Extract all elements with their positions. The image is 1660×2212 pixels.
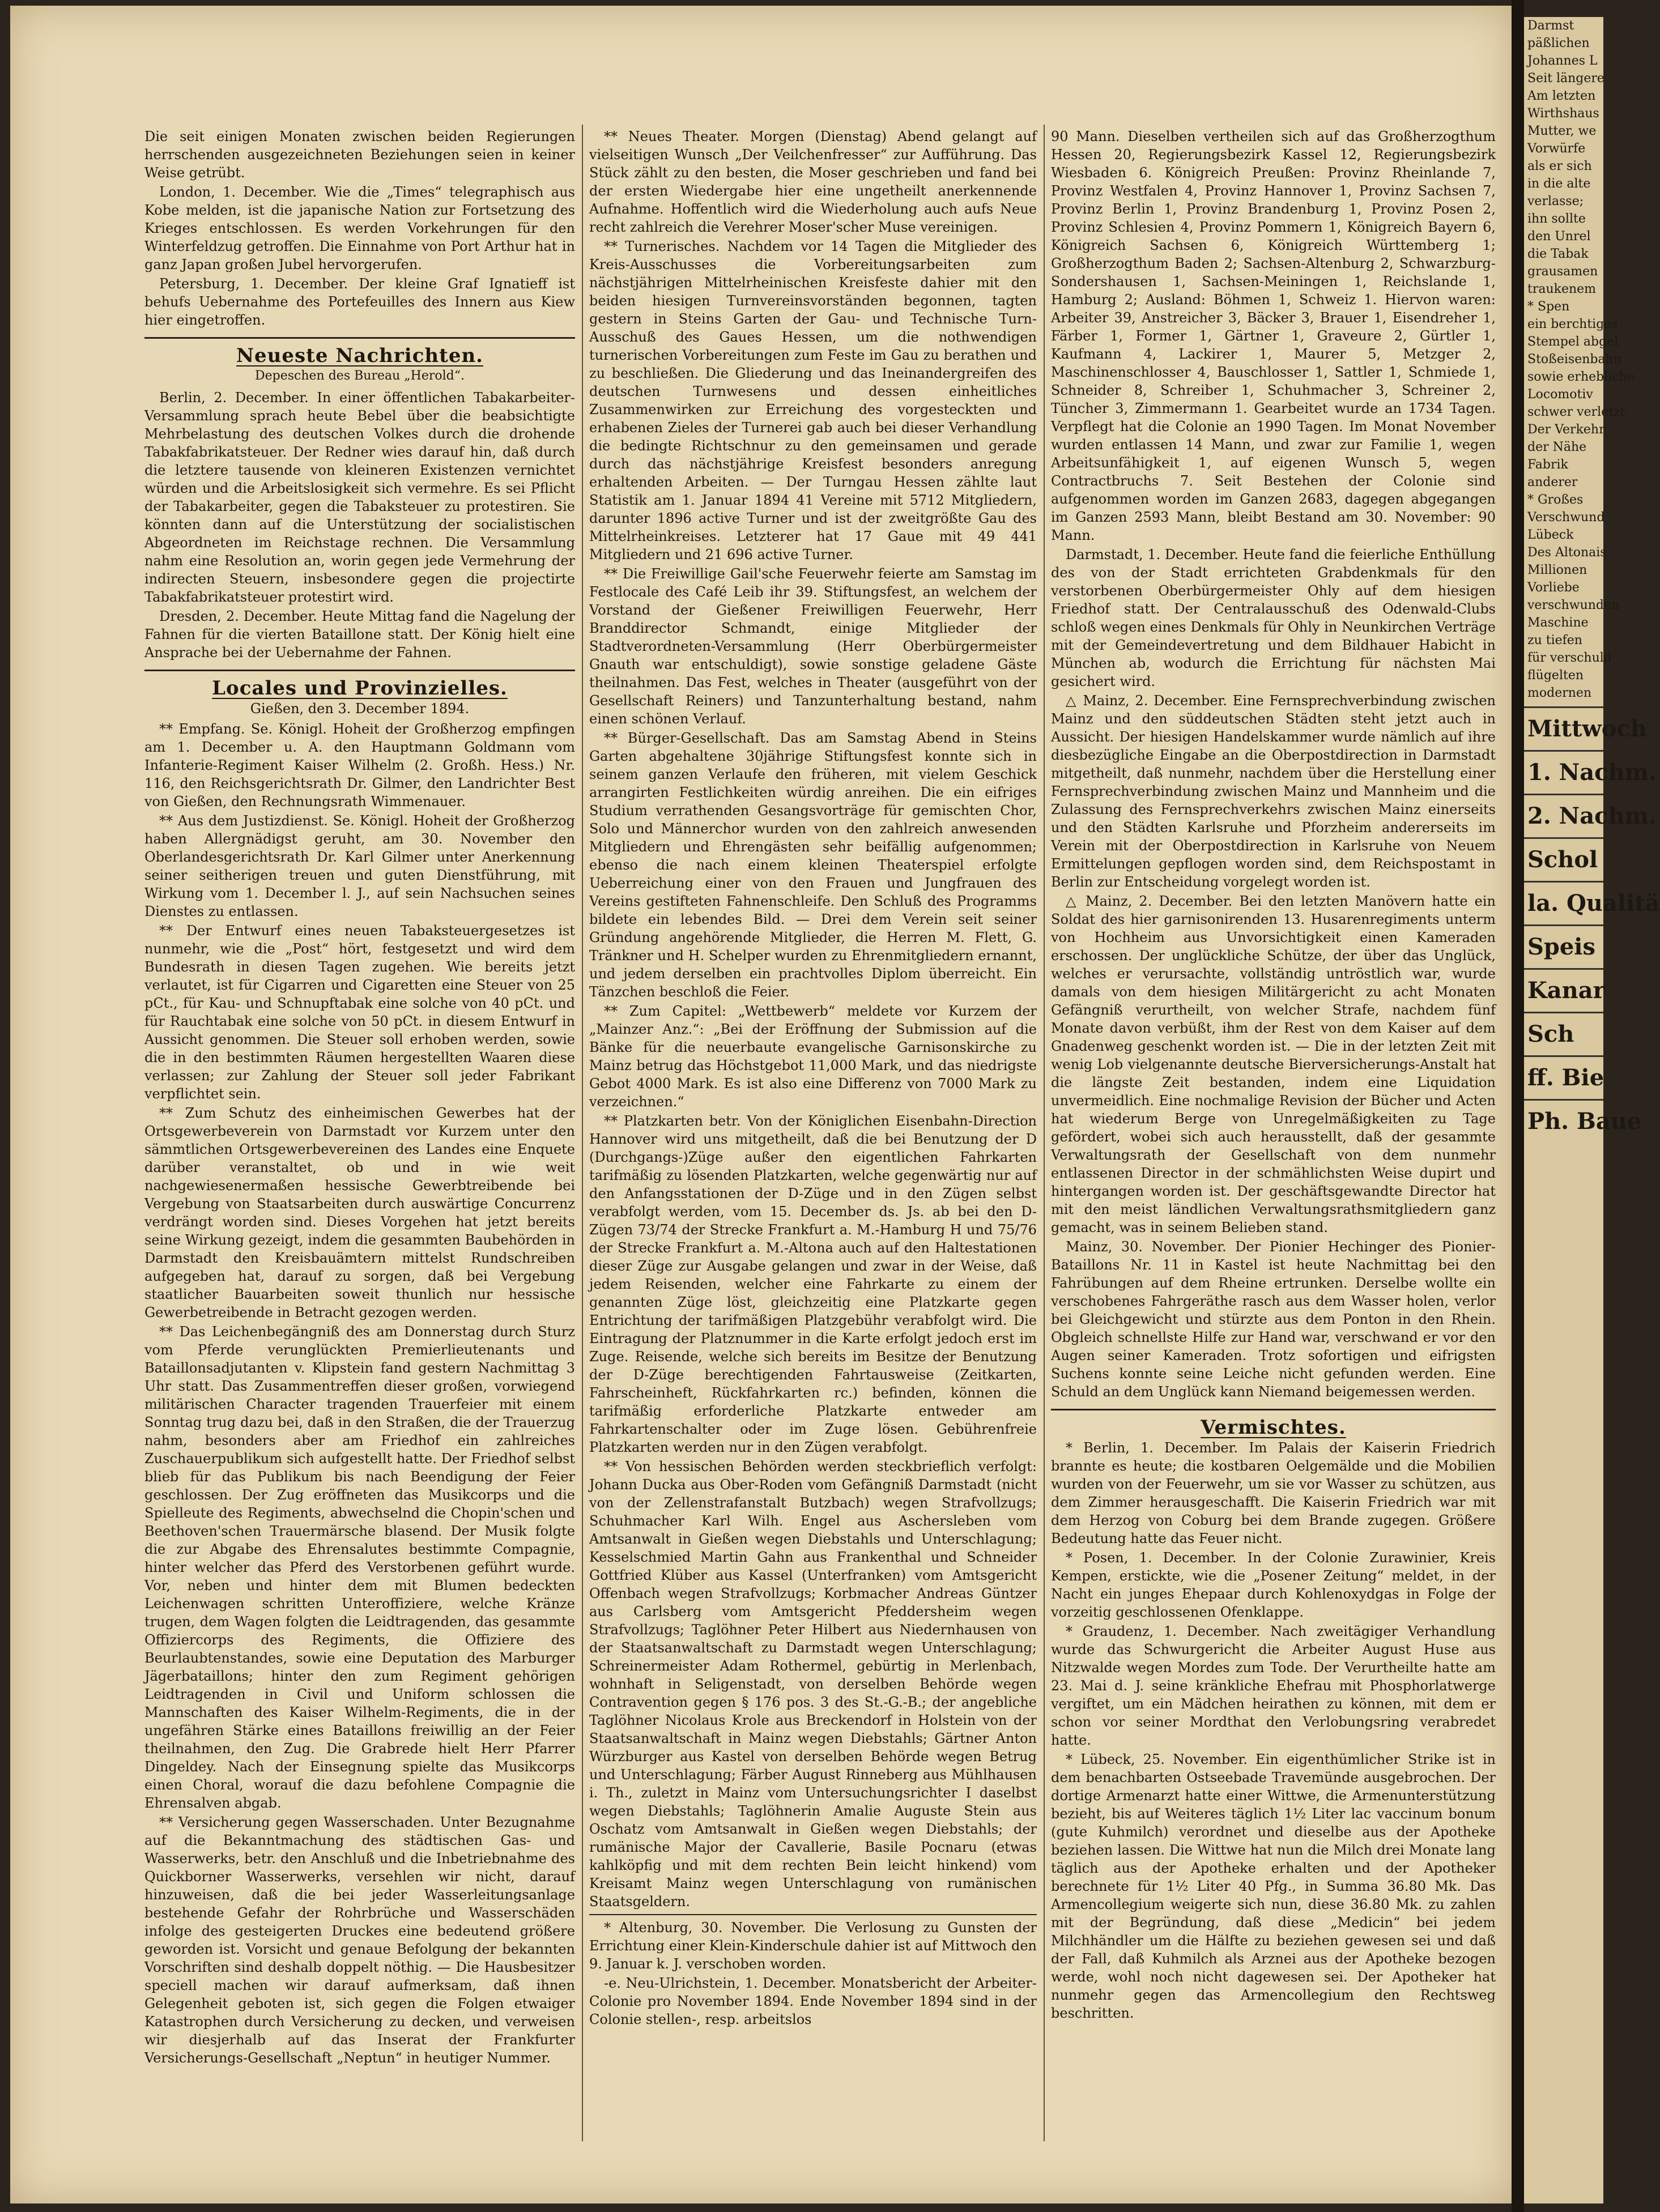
- fragment-line: Vorwürfe: [1527, 142, 1586, 156]
- fragment-line: Locomotiv: [1527, 387, 1593, 402]
- section-rule: [144, 670, 575, 671]
- fragment-line: in die alte: [1527, 177, 1591, 191]
- fragment-ad-heading: Ph. Baue: [1527, 1108, 1642, 1135]
- fragment-line: * Spen: [1527, 300, 1570, 314]
- column-3: [1051, 127, 1496, 2178]
- fragment-rule: [1524, 1012, 1603, 1013]
- fragment-rule: [1524, 794, 1603, 795]
- article-london: London, 1. December. Wie die „Times“ telegraphisch aus Kobe melden, ist die japanische Nation zur Fortsetzung des Krieges entschlossen. Es werden Vorkehrungen für den Winterfeldzug getroffen. Die Einnahme von Port Arthur hat in ganz Japan großen Jubel hervorgerufen.: [144, 184, 575, 272]
- article-dresden: Dresden, 2. December. Heute Mittag fand die Nagelung der Fahnen für die vierten Bataillone statt. Der König hielt eine Ansprache bei der Uebernahme der Fahnen.: [144, 608, 575, 660]
- column-separator: [582, 125, 583, 2141]
- article-theater: ** Neues Theater. Morgen (Dienstag) Abend gelangt auf vielseitigen Wunsch „Der Veilchenfresser“ zur Aufführung. Das Stück zählt zu den besten, die Moser geschrieben und fand bei der ersten Wiedergabe hier eine ungetheilt anerkennende Aufnahme. Hoffentlich wird die Wiederholung auch aufs Neue recht zahlreich die Verehrer Moser'scher Muse vereinigen.: [589, 129, 1037, 235]
- article-wettbewerb: ** Zum Capitel: „Wettbewerb“ meldete vor Kurzem der „Mainzer Anz.“: „Bei der Eröffnung der Submission auf die Bänke für die neuerbaute evangelische Garnisonskirche zu Mainz betrug das Höchstgebot 11,000 Mark, und das niedrigste Gebot 4000 Mark. Es ist also eine Differenz von 7000 Mark zu verzeichnen.“: [589, 1003, 1037, 1110]
- fragment-line: Verschwund: [1527, 510, 1605, 525]
- adjacent-page-fragment: [1524, 17, 1660, 2204]
- fragment-ad-heading: ff. Bie: [1527, 1064, 1604, 1091]
- article-justizdienst: ** Aus dem Justizdienst. Se. Königl. Hoheit der Großherzog haben Allergnädigst geruht, am 30. November den Oberlandesgerichtsrath Dr. Karl Gilmer unter Anerkennung seiner seitherigen treuen und guten Dienstführung, mit Wirkung vom 1. December l. J., auf sein Nachsuchen seines Dienstes zu entlassen.: [144, 813, 575, 919]
- fragment-line: flügelten: [1527, 668, 1584, 683]
- article-steckbrieflich: ** Von hessischen Behörden werden steckbrieflich verfolgt: Johann Ducka aus Ober-Roden vom Gefängniß Darmstadt (nicht von der Zellenstrafanstalt Butzbach) wegen Strafvollzugs; Schuhmacher Karl Wilh. Engel aus Aschersleben vom Amtsanwalt in Gießen wegen Diebstahls und Unterschlagung; Kesselschmied Martin Gahn aus Frankenthal und Schneider Gottfried Klüber aus Kassel (Unterfranken) vom Amtsgericht Offenbach wegen Strafvollzugs; Korbmacher Andreas Güntzer aus Carlsberg vom Amtsgericht Pfeddersheim wegen Strafvollzugs; Taglöhner Peter Hilbert aus Niedernhausen von der Staatsanwaltschaft zu Darmstadt wegen Unterschlagung; Schreinermeister Adam Rothermel, gebürtig in Merlenbach, wohnhaft in Seligenstadt, von derselben Behörde wegen Contravention gegen § 176 pos. 3 des St.-G.-B.; der angebliche Taglöhner Nicolaus Krole aus Breckendorf in Holstein von der Staatsanwaltschaft in Mainz wegen Diebstahls; Gärtner Anton Würzburger aus Kastel von derselben Behörde wegen Betrug und Unterschlagung; Färber August Rinneberg aus Mühlhausen i. Th., zuletzt in Mainz vom Untersuchungsrichter I daselbst wegen Diebstahls; Taglöhnerin Amalie Auguste Stein aus Oschatz vom Amtsanwalt in Gießen wegen Diebstahls; der rumänische Major der Cavallerie, Basile Pocnaru (etwas kahlköpfig und mit dem rechten Bein leicht hinkend) vom Kreisamt Mainz wegen Unterschlagung von rumänischen Staatsgeldern.: [589, 1459, 1037, 1910]
- fragment-line: der Nähe: [1527, 440, 1587, 454]
- article-turnerisches: ** Turnerisches. Nachdem vor 14 Tagen die Mitglieder des Kreis-Ausschusses die Vorbereitungsarbeiten zum nächstjährigen Mittelrheinischen Kreisfeste dahier mit den beiden hiesigen Turnvereinsvorständen begonnen, tagten gestern in Steins Garten der Gau- und Technische Turn-Ausschuß des Gaues Hessen, um die nothwendigen turnerischen Vorbereitungen zum Feste im Gau zu berathen und zu beschließen. Die Gliederung und das Ineinandergreifen des deutschen Turnwesens und dessen einheitliches Zusammenwirken zur Erreichung des vorgesteckten und erhabenen Zieles der Turnerei gab auch bei dieser Verhandlung die bedingte Richtschnur zu den gemeinsamen und gerade durch das nächstjährige Kreisfest besonders anregung erhaltenden Arbeiten. — Der Turngau Hessen zählte laut Statistik am 1. Januar 1894 41 Vereine mit 5712 Mitgliedern, darunter 1896 active Turner und ist der zweitgrößte Gau des Mittelrheinkreises. Letzterer hat 17 Gaue mit 49 441 Mitgliedern und 21 696 active Turner.: [589, 238, 1037, 562]
- fragment-line: ihn sollte: [1527, 212, 1586, 226]
- fragment-line: Wirthshaus: [1527, 106, 1599, 121]
- article-mainz-manoever: △ Mainz, 2. December. Bei den letzten Manövern hatte ein Soldat des hier garnisonirenden 13. Husarenregiments unterm von Hochheim aus Unvorsichtigkeit einen Kameraden erschossen. Der unglückliche Schütze, der über das Unglück, welches er verursachte, vollständig untröstlich war, wurde damals von dem hiesigen Militärgericht zu acht Monaten Gefängniß verurtheilt, von welcher Strafe, nachdem fünf Monate davon verbüßt, ihm der Rest von dem Kaiser auf dem Gnadenweg geschenkt worden ist. — Die in der letzten Zeit mit wenig Lob vielgenannte deutsche Bierversicherungs-Anstalt hat die längste Zeit bestanden, indem eine Liquidation unvermeidlich. Eine nochmalige Revision der Bücher und Acten hat wiederum Berge von Unregelmäßigkeiten zu Tage gefördert, wobei sich auch herausstellt, daß der gesammte Verwaltungsrath der Gesellschaft von dem nunmehr entlassenen Director in der schmählichsten Weise dupirt und hintergangen worden ist. Der geschäftsgewandte Director hat mit den meist ländlichen Verwaltungsrathsmitgliedern ganz gemacht, was in seinem Belieben stand.: [1051, 893, 1496, 1235]
- article-text: Die seit einigen Monaten zwischen beiden Regierungen herrschenden ausgezeichneten Beziehungen seien in keiner Weise getrübt.: [144, 129, 575, 181]
- fragment-line: Vorliebe: [1527, 581, 1580, 595]
- section-subheading: Depeschen des Bureau „Herold“.: [255, 369, 465, 383]
- article-platzkarten: ** Platzkarten betr. Von der Königlichen Eisenbahn-Direction Hannover wird uns mitgetheilt, daß die bei Benutzung der D (Durchgangs-)Züge außer den eigentlichen Fahrkarten tarifmäßig zu lösenden Platzkarten, welche gegenwärtig nur auf den Anfangsstationen der D-Züge und in den Zügen selbst verabfolgt werden, vom 15. December ds. Js. ab bei den D-Zügen 73/74 der Strecke Frankfurt a. M.-Hamburg H und 75/76 der Strecke Frankfurt a. M.-Altona auch auf den Haltestationen dieser Züge zur Ausgabe gelangen und zwar in der Weise, daß jedem Reisenden, welcher eine Fahrkarte zu einem der genannten Züge löst, gleichzeitig eine Platzkarte gegen Entrichtung der tarifmäßigen Platzgebühr verabfolgt wird. Die Eintragung der Platznummer in die Karte erfolgt jedoch erst im Zuge. Reisende, welche sich bereits im Besitze der Benutzung der D-Züge berechtigenden Fahrtausweise (Zeitkarten, Fahrscheinheft, Rückfahrkarten rc.) befinden, können die tarifmäßig erforderliche Platzkarte entweder am Fahrkartenschalter oder im Zuge lösen. Gebührenfreie Platzkarten werden nur in den Zügen verabfolgt.: [589, 1113, 1037, 1455]
- article-leichenbegaengnis: ** Das Leichenbegängniß des am Donnerstag durch Sturz vom Pferde verunglückten Premierlieutenants und Bataillonsadjutanten v. Klipstein fand gestern Nachmittag 3 Uhr statt. Das Zusammentreffen dieser großen, vorwiegend militärischen Character tragenden Trauerfeier mit einem Sonntag trug dazu bei, daß in den Straßen, die der Trauerzug nahm, besonders aber am Friedhof ein zahlreiches Zuschauerpublikum sich aufgestellt hatte. Der Friedhof selbst blieb für das Publikum bis nach Beendigung der Feier geschlossen. Der Zug eröffneten das Musikcorps und die Spielleute des Regiments, abwechselnd die Chopin'schen und Beethoven'schen Trauermärsche blasend. Der Musik folgte die zur Abgabe des Ehrensalutes bestimmte Compagnie, hinter welcher das Pferd des Verstorbenen geführt wurde. Vor, neben und hinter dem mit Blumen bedeckten Leichenwagen schritten Unteroffiziere, welche Kränze trugen, dem Wagen folgten die Leidtragenden, das gesammte Offiziercorps des Regiments, die Offiziere des Beurlaubtenstandes, sowie eine Deputation des Marburger Jägerbataillons; hinter den zum Regiment gehörigen Leidtragenden in Civil und Uniform schlossen die Mannschaften des Kaiser Wilhelm-Regiments, die in der ungefähren Stärke eines Bataillons freiwillig an der Feier theilnahmen, den Zug. Die Grabrede hielt Herr Pfarrer Dingeldey. Nach der Einsegnung spielte das Musikcorps einen Choral, worauf die dazu befohlene Compagnie die Ehrensalven abgab.: [144, 1324, 575, 1811]
- fragment-line: den Unrel: [1527, 229, 1591, 244]
- fragment-line: ein berchtiges: [1527, 317, 1618, 331]
- section-rule: [144, 337, 575, 339]
- fragment-line: * Großes: [1527, 493, 1584, 507]
- article-posen: * Posen, 1. December. In der Colonie Zurawinier, Kreis Kempen, erstickte, wie die „Posener Zeitung“ meldet, in der Nacht ein junges Ehepaar durch Kohlenoxydgas in Folge der vorzeitig geschlossenen Ofenklappe.: [1051, 1550, 1496, 1620]
- fragment-line: grausamen: [1527, 265, 1598, 279]
- article-petersburg: Petersburg, 1. December. Der kleine Graf Ignatieff ist behufs Uebernahme des Portefeuilles des Innern aus Kiew hier eingetroffen.: [144, 276, 575, 328]
- fragment-line: Seit längere: [1527, 71, 1604, 86]
- fragment-ad-heading: 1. Nachm.: [1527, 759, 1657, 786]
- fragment-line: Des Altonais: [1527, 545, 1607, 560]
- fragment-line: päßlichen: [1527, 36, 1590, 50]
- article-gewerbe: ** Zum Schutz des einheimischen Gewerbes hat der Ortsgewerbeverein von Darmstadt vor Kurzem unter den sämmtlichen Ortsgewerbevereinen des Landes eine Enquete darüber veranstaltet, ob und in wie weit nachgewiesenermaßen hessische Gewerbtreibende bei Vergebung von Staatsarbeiten durch auswärtige Concurrenz verdrängt worden sind. Dieses Vorgehen hat jetzt bereits seine Wirkung gezeigt, indem die gesammten Baubehörden in Darmstadt den Kreisbauämtern mittelst Rundschreiben aufgegeben hat, darauf zu sorgen, daß bei Vergebung staatlicher Bauarbeiten soweit thunlich nur hessische Gewerbetreibende in Betracht gezogen werden.: [144, 1105, 575, 1320]
- article-neu-ulrichstein: -e. Neu-Ulrichstein, 1. December. Monatsbericht der Arbeiter-Colonie pro November 1894. Ende November 1894 sind in der Colonie stellen-, resp. arbeitslos: [589, 1975, 1037, 2027]
- short-rule: [589, 1914, 1037, 1915]
- fragment-line: anderer: [1527, 475, 1578, 489]
- fragment-rule: [1524, 706, 1603, 708]
- fragment-line: Stempel abgel: [1527, 335, 1619, 349]
- fragment-ad-heading: Speis: [1527, 934, 1596, 960]
- article-empfang: ** Empfang. Se. Königl. Hoheit der Großherzog empfingen am 1. December u. A. den Hauptmann Goldmann vom Infanterie-Regiment Kaiser Wilhelm (2. Großh. Hess.) Nr. 116, den Reichsgerichtsrath Dr. Gilmer, den Landrichter Best von Gießen, den Rechnungsrath Wimmenauer.: [144, 721, 575, 809]
- section-heading-misc: Vermischtes.: [1201, 1416, 1346, 1439]
- fragment-rule: [1524, 968, 1603, 970]
- column-1: [144, 127, 575, 2178]
- article-luebeck: * Lübeck, 25. November. Ein eigenthümlicher Strike ist in dem benachbarten Ostseebade Travemünde ausgebrochen. Der dortige Armenarzt hatte einer Wittwe, die Armenunterstützung bezieht, bis auf Weiteres täglich 1½ Liter lac vaccinum bonum (gute Kuhmilch) verordnet und dieselbe aus der Apotheke beziehen lassen. Die Wittwe hat nun die Milch drei Monate lang täglich aus der Apotheke erhalten und der Apotheker berechnete für 1½ Liter 40 Pfg., in Summa 36.80 Mk. Das Armencollegium weigerte sich nun, diese 36.80 Mk. zu zahlen mit der Begründung, daß diese „Medicin“ bei jedem Milchhändler um die Hälfte zu beziehen gewesen sei und daß der Fall, daß Kuhmilch als Arznei aus der Apotheke bezogen werde, wohl noch nicht dagewesen sei. Der Apotheker hat nunmehr gegen das Armencollegium den Rechtsweg beschritten.: [1051, 1751, 1496, 2021]
- article-feuerwehr: ** Die Freiwillige Gail'sche Feuerwehr feierte am Samstag im Festlocale des Café Leib ihr 39. Stiftungsfest, an welchem der Vorstand der Gießener Freiwilligen Feuerwehr, Herr Branddirector Schmandt, einige Mitglieder der Stadtverordneten-Versammlung (Herr Oberbürgermeister Gnauth war entschuldigt), sowie sonstige geladene Gäste theilnahmen. Das Fest, welches in Theater (ausgeführt von der Gesellschaft Reiners) und Tanzunterhaltung bestand, nahm einen schönen Verlauf.: [589, 566, 1037, 727]
- article-mainz-pionier: Mainz, 30. November. Der Pionier Hechinger des Pionier-Bataillons Nr. 11 in Kastel ist heute Nachmittag bei den Fahrübungen auf dem Rheine ertrunken. Derselbe wollte ein verschobenes Fahrgeräthe rasch aus dem Wasser holen, verlor bei Gleichgewicht und stürzte aus dem Ponton in den Rhein. Obgleich schnellste Hilfe zur Hand war, verschwand er vor den Augen seiner Kameraden. Trotz sofortigen und eifrigsten Suchens konnte seine Leiche nicht gefunden werden. Eine Schuld an dem Unglück kann Niemand beigemessen werden.: [1051, 1239, 1496, 1400]
- article-graudenz: * Graudenz, 1. December. Nach zweitägiger Verhandlung wurde das Schwurgericht die Arbeiter August Huse aus Nitzwalde wegen Mordes zum Tode. Der Verurtheilte hatte am 23. Mai d. J. seine kränkliche Ehefrau mit Phosphorlatwerge vergiftet, um ein Mädchen heirathen zu können, mit dem er schon vor seiner Mordthat den Verlobungsring verabredet hatte.: [1051, 1623, 1496, 1748]
- fragment-rule: [1524, 924, 1603, 926]
- article-tabaksteuer: ** Der Entwurf eines neuen Tabaksteuergesetzes ist nunmehr, wie die „Post“ hört, festgesetzt und wird dem Bundesrath in diesen Tagen zugehen. Wie bereits jetzt verlautet, ist für Cigarren und Cigaretten eine Steuer von 25 pCt., für Kau- und Schnupftabak eine solche von 40 pCt. und für Rauchtabak eine solche von 50 pCt. in diesem Entwurf in Aussicht genommen. Die Steuer soll erhoben werden, sowie die in den bestimmten Räumen hergestellten Waaren diese verlassen; zur Zahlung der Steuer soll jeder Fabrikant verpflichtet sein.: [144, 923, 575, 1102]
- fragment-line: sowie erhebliche: [1527, 370, 1635, 384]
- section-heading-news: Neueste Nachrichten.: [236, 344, 484, 367]
- fragment-line: Johannes L: [1527, 54, 1598, 68]
- fragment-line: verschwunden: [1527, 598, 1620, 612]
- fragment-line: Am letzten: [1527, 89, 1596, 103]
- fragment-line: Millionen: [1527, 563, 1587, 577]
- fragment-rule: [1524, 1055, 1603, 1057]
- column-separator: [1044, 125, 1045, 2141]
- article-continuation: 90 Mann. Dieselben vertheilen sich auf das Großherzogthum Hessen 20, Regierungsbezirk Kassel 12, Regierungsbezirk Wiesbaden 6. Königreich Preußen: Provinz Rheinlande 7, Provinz Westfalen 4, Provinz Hannover 1, Provinz Sachsen 7, Provinz Berlin 1, Provinz Brandenburg 1, Provinz Posen 2, Provinz Schlesien 4, Provinz Pommern 1, Königreich Bayern 6, Königreich Sachsen 6, Königreich Württemberg 1; Großherzogthum Baden 2; Sachsen-Altenburg 2, Schwarzburg-Sondershausen 1, Sachsen-Meiningen 1, Reichslande 1, Hamburg 2; Ausland: Böhmen 1, Schweiz 1. Hiervon waren: Arbeiter 39, Anstreicher 3, Bäcker 3, Brauer 1, Eisendreher 1, Färber 1, Former 1, Gärtner 1, Graveure 2, Gürtler 1, Kaufmann 4, Lackirer 1, Maurer 5, Metzger 2, Maschinenschlosser 4, Bauschlosser 1, Sattler 1, Schmiede 1, Schneider 8, Schreiber 1, Schuhmacher 3, Schreiner 2, Tüncher 3, Zimmermann 1. Gearbeitet wurde an 1734 Tagen. Verpflegt hat die Colonie an 1990 Tagen. Im Monat November wurden entlassen 14 Mann, und zwar zur Familie 1, wegen Arbeitsunfähigkeit 1, auf eigenen Wunsch 5, wegen Contractbruchs 7. Seit Bestehen der Colonie sind aufgenommen worden im Ganzen 2683, dagegen abgegangen im Ganzen 2593 Mann, bleibt Bestand am 30. November: 90 Mann.: [1051, 129, 1496, 543]
- fragment-ad-heading: 2. Nachm.: [1527, 803, 1657, 829]
- fragment-line: Stoßeisenbahn: [1527, 352, 1621, 366]
- article-mainz-fernsprech: △ Mainz, 2. December. Eine Fernsprechverbindung zwischen Mainz und den süddeutschen Städten steht jetzt auch in Aussicht. Der hiesigen Handelskammer wurde nämlich auf ihre diesbezügliche Eingabe an die Oberpostdirection in Darmstadt mitgetheilt, daß nunmehr, nachdem über die Herstellung einer Fernsprechverbindung zwischen Mainz und Mannheim und die Zulassung des Fernsprechverkehrs zwischen Mainz einerseits und den Städten Karlsruhe und Pforzheim andererseits im Verein mit der Oberpostdirection in Karlsruhe von Neuem Ermittelungen gepflogen worden sind, dem Reichspostamt in Berlin zur Entscheidung vorgelegt worden ist.: [1051, 693, 1496, 890]
- section-rule: [1051, 1409, 1496, 1410]
- fragment-line: Der Verkehr: [1527, 423, 1605, 437]
- fragment-line: für verschuld: [1527, 651, 1612, 665]
- article-darmstadt: Darmstadt, 1. December. Heute fand die feierliche Enthüllung des von der Stadt errichteten Grabdenkmals für den verstorbenen Oberbürgermeister Ohly auf dem hiesigen Friedhof statt. Der Centralausschuß des Odenwald-Clubs schloß wegen eines Denkmals für Ohly in Neunkirchen Verträge mit der Gemeindevertretung und dem Bildhauer Habicht in München ab, wodurch die Errichtung für nächsten Mai gesichert wird.: [1051, 547, 1496, 689]
- fragment-ad-heading: Kanar: [1527, 977, 1605, 1004]
- fragment-line: die Tabak: [1527, 247, 1589, 261]
- article-buerger-gesellschaft: ** Bürger-Gesellschaft. Das am Samstag Abend in Steins Garten abgehaltene 30jährige Stiftungsfest konnte sich in seinem ganzen Verlaufe den früheren, mit vielem Geschick arrangirten Festlichkeiten würdig anreihen. Die ein eifriges Studium verrathenden Gesangsvorträge für gemischten Chor, Solo und Männerchor wurden von den zahlreich anwesenden Mitgliedern und Ehrengästen sehr beifällig aufgenommen; ebenso die nach einem kleinen Theaterspiel erfolgte Ueberreichung einer von den Frauen und Jungfrauen des Vereins gestifteten Fahnenschleife. Den Schluß des Programms bildete ein lebendes Bild. — Drei dem Verein seit seiner Gründung angehörende Mitglieder, die Herren M. Flett, G. Tränkner und H. Schelper wurden zu Ehrenmitgliedern ernannt, und jedem derselben ein prachtvolles Diplom überreicht. Ein Tänzchen beschloß die Feier.: [589, 730, 1037, 1000]
- article-berlin: Berlin, 2. December. In einer öffentlichen Tabakarbeiter-Versammlung sprach heute Bebel über die beabsichtigte Mehrbelastung des deutschen Volkes durch die drohende Tabakfabrikatsteuer. Der Redner wies darauf hin, daß durch die letztere tausende von kleineren Existenzen vernichtet würden und die Arbeitslosigkeit sich vermehre. Es sei Pflicht der Tabakarbeiter, gegen die Tabaksteuer zu protestiren. Sie könnten dann auf die Unterstützung der socialistischen Abgeordneten im Reichstage rechnen. Die Versammlung nahm eine Resolution an, worin gegen jede Vermehrung der indirecten Steuern, insbesondere gegen die projectirte Tabakfabrikatsteuer protestirt wird.: [144, 390, 575, 605]
- fragment-line: Fabrik: [1527, 458, 1568, 472]
- column-2: [589, 127, 1037, 2178]
- fragment-line: zu tiefen: [1527, 633, 1582, 647]
- fragment-ad-heading: Schol: [1527, 846, 1598, 873]
- fragment-ad-heading: la. Qualitä: [1527, 890, 1660, 917]
- article-wasserschaden: ** Versicherung gegen Wasserschaden. Unter Bezugnahme auf die Bekanntmachung des städtischen Gas- und Wasserwerks, betr. den Anschluß und die Inbetriebnahme des Quickborner Wasserwerks, versehlen wir nicht, darauf hinzuweisen, daß die bei jeder Wasserleitungsanlage bestehende Gefahr der Rohrbrüche und Wasserschäden infolge des gesteigerten Druckes eine bedeutend größere geworden ist. Vorsicht und genaue Befolgung der bekannten Vorschriften sind deshalb doppelt nöthig. — Die Hausbesitzer speciell machen wir darauf aufmerksam, daß ihnen Gelegenheit geboten ist, sich gegen die Folgen etwaiger Katastrophen durch Versicherung zu decken, und verweisen wir diesjerhalb auf das Inserat der Frankfurter Versicherungs-Gesellschaft „Neptun“ in heutiger Nummer.: [144, 1814, 575, 2066]
- dateline: Gießen, den 3. December 1894.: [250, 701, 470, 717]
- fragment-line: modernen: [1527, 686, 1592, 700]
- fragment-line: verlasse;: [1527, 194, 1584, 208]
- fragment-line: Darmst: [1527, 19, 1574, 33]
- article-berlin-brand: * Berlin, 1. December. Im Palais der Kaiserin Friedrich brannte es heute; die kostbaren Oelgemälde und die Mobilien wurden von der Feuerwehr, um sie vor Wasser zu schützen, aus dem Zimmer herausgeschafft. Die Kaiserin Friedrich war mit dem Herzog von Coburg bei dem Brande zugegen. Größere Bedeutung hatte das Feuer nicht.: [1051, 1440, 1496, 1546]
- fragment-rule: [1524, 750, 1603, 752]
- fragment-line: traukenem: [1527, 282, 1597, 296]
- article-altenburg: * Altenburg, 30. November. Die Verlosung zu Gunsten der Errichtung einer Klein-Kinderschule dahier ist auf Mittwoch den 9. Januar k. J. verschoben worden.: [589, 1920, 1037, 1972]
- fragment-line: schwer verletzt: [1527, 405, 1625, 419]
- fragment-line: Mutter, we: [1527, 124, 1597, 138]
- fragment-line: Maschine: [1527, 616, 1589, 630]
- fragment-rule: [1524, 837, 1603, 839]
- fragment-ad-heading: Mittwoch: [1527, 715, 1647, 742]
- fragment-line: Lübeck: [1527, 528, 1574, 542]
- fragment-ad-heading: Sch: [1527, 1021, 1574, 1047]
- fragment-rule: [1524, 881, 1603, 883]
- section-heading-local: Locales und Provinzielles.: [212, 677, 508, 700]
- fragment-rule: [1524, 1099, 1603, 1101]
- binding-gutter: [1512, 0, 1524, 2212]
- fragment-line: als er sich: [1527, 159, 1592, 173]
